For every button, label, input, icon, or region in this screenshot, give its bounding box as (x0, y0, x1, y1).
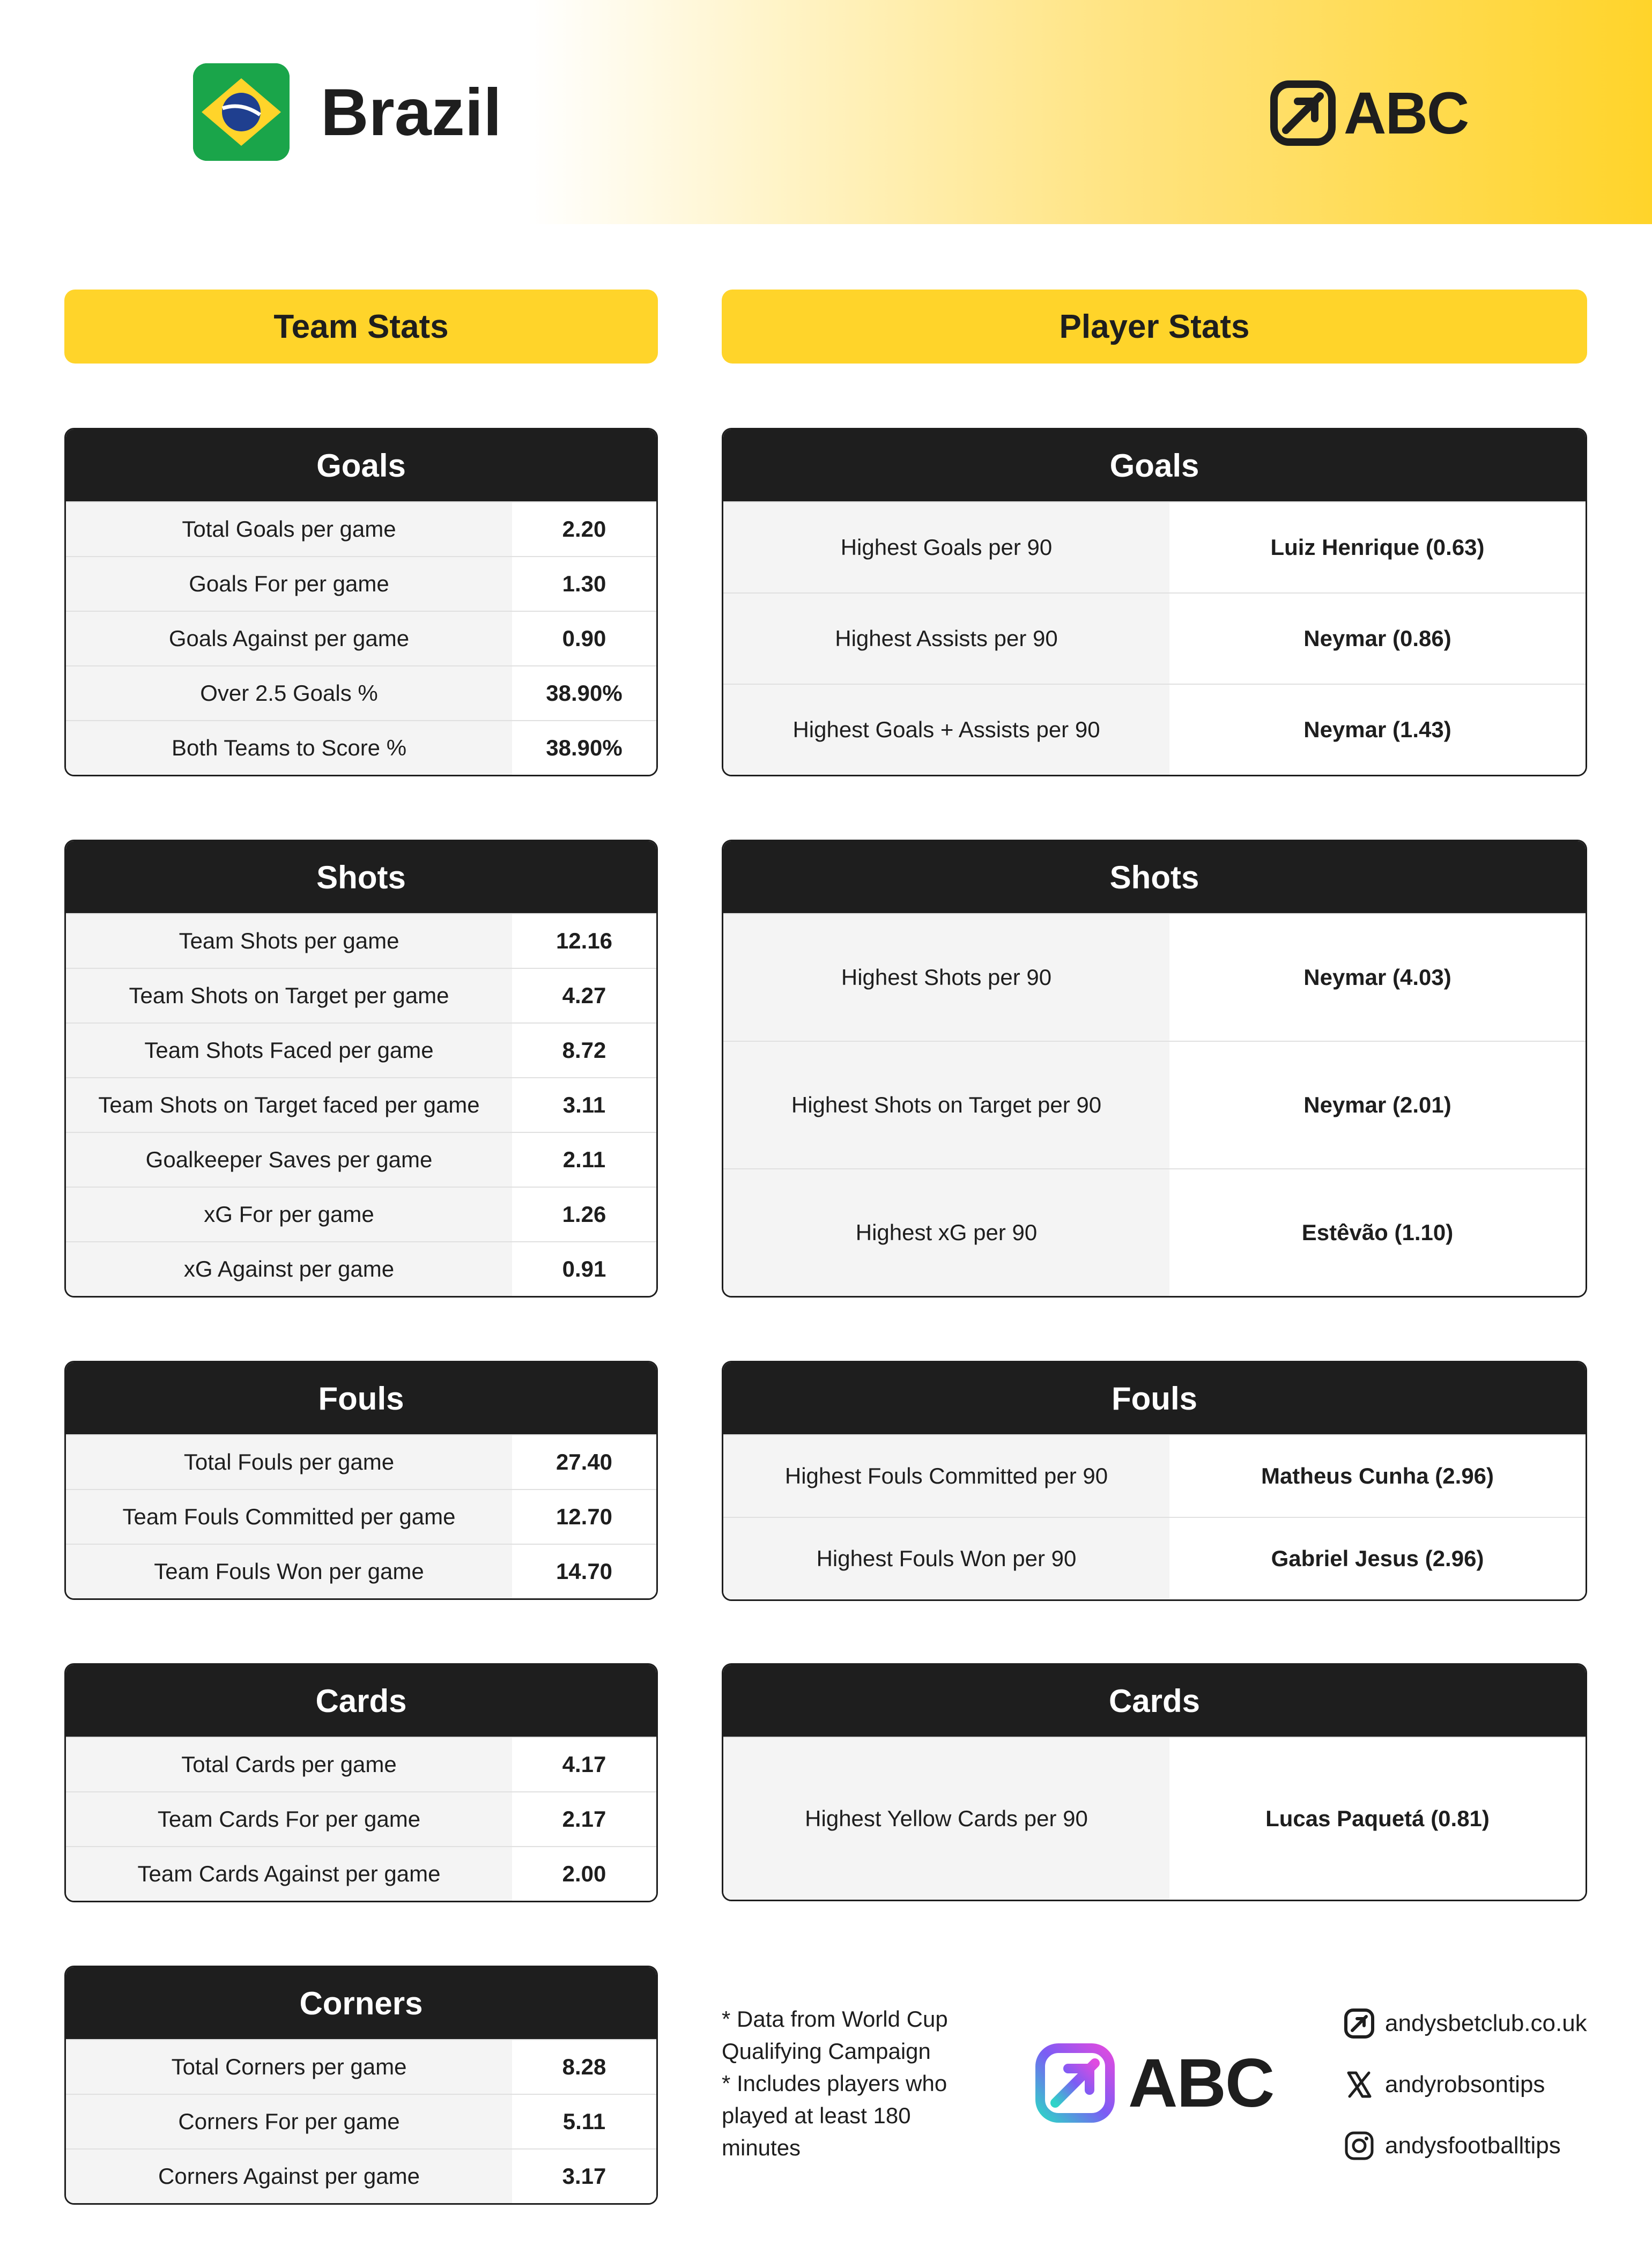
social-text: andyrobsontips (1385, 2071, 1545, 2097)
social-website[interactable] (1343, 2007, 1587, 2040)
team-cards-card (64, 1663, 658, 1902)
row-label: Highest Assists per 90 (723, 594, 1169, 684)
row-label: Team Shots on Target per game (66, 969, 512, 1022)
row-label: Highest xG per 90 (723, 1169, 1169, 1296)
table-row (66, 1241, 656, 1296)
table-row (66, 556, 656, 611)
row-value: 5.11 (512, 2095, 656, 2148)
table-row (723, 501, 1586, 592)
abc-logo-icon (1270, 80, 1336, 146)
row-value: 12.16 (512, 914, 656, 968)
row-value: 8.72 (512, 1024, 656, 1077)
table-row (66, 665, 656, 720)
social-text: andysfootballtips (1385, 2132, 1561, 2159)
row-value: 1.30 (512, 557, 656, 611)
row-value: Gabriel Jesus (2.96) (1169, 1518, 1586, 1599)
card-title: Fouls (66, 1362, 656, 1434)
card-title: Goals (723, 429, 1586, 501)
row-label: Team Shots per game (66, 914, 512, 968)
brazil-flag-icon (193, 63, 290, 161)
abc-gradient-logo-icon (1035, 2043, 1115, 2123)
row-value: 27.40 (512, 1435, 656, 1489)
social-instagram[interactable] (1343, 2130, 1561, 2162)
instagram-icon (1343, 2130, 1375, 2162)
row-value: Neymar (1.43) (1169, 685, 1586, 775)
row-label: Total Corners per game (66, 2040, 512, 2094)
table-row (66, 1846, 656, 1901)
player-goals-card (722, 428, 1587, 776)
row-value: Luiz Henrique (0.63) (1169, 502, 1586, 592)
card-title: Fouls (723, 1362, 1586, 1434)
team-corners-card (64, 1966, 658, 2205)
row-label: xG For per game (66, 1188, 512, 1241)
row-label: Corners Against per game (66, 2150, 512, 2203)
row-label: xG Against per game (66, 1242, 512, 1296)
row-label: Over 2.5 Goals % (66, 666, 512, 720)
table-row (66, 1544, 656, 1598)
row-value: 0.91 (512, 1242, 656, 1296)
team-goals-card (64, 428, 658, 776)
x-icon (1343, 2069, 1375, 2101)
table-row (66, 2148, 656, 2203)
table-row (723, 1434, 1586, 1517)
footer-brand-logo (1035, 2043, 1273, 2123)
row-label: Team Shots on Target faced per game (66, 1078, 512, 1132)
row-label: Corners For per game (66, 2095, 512, 2148)
table-row (723, 592, 1586, 684)
note-line: played at least 180 (722, 2103, 911, 2128)
card-title: Shots (723, 841, 1586, 913)
player-cards-card (722, 1663, 1587, 1901)
brand-name: ABC (1344, 80, 1469, 146)
player-fouls-card (722, 1361, 1587, 1601)
row-label: Highest Goals + Assists per 90 (723, 685, 1169, 775)
row-label: Total Fouls per game (66, 1435, 512, 1489)
row-label: Total Cards per game (66, 1738, 512, 1791)
table-row (723, 1517, 1586, 1599)
table-row (723, 1168, 1586, 1296)
footnotes (722, 2003, 1001, 2164)
table-row (66, 1434, 656, 1489)
table-row (66, 1077, 656, 1132)
row-value: Matheus Cunha (2.96) (1169, 1435, 1586, 1517)
row-value: 14.70 (512, 1545, 656, 1598)
row-value: 38.90% (512, 721, 656, 775)
table-row (66, 2039, 656, 2094)
table-row (66, 720, 656, 775)
table-row (66, 1132, 656, 1187)
row-value: Lucas Paquetá (0.81) (1169, 1738, 1586, 1900)
social-text: andysbetclub.co.uk (1385, 2010, 1587, 2036)
table-row (66, 1022, 656, 1077)
card-title: Cards (723, 1665, 1586, 1737)
card-title: Goals (66, 429, 656, 501)
row-value: 4.27 (512, 969, 656, 1022)
row-value: Neymar (2.01) (1169, 1042, 1586, 1168)
table-row (66, 611, 656, 665)
player-shots-card (722, 840, 1587, 1298)
table-row (66, 501, 656, 556)
row-label: Highest Fouls Won per 90 (723, 1518, 1169, 1599)
row-value: 38.90% (512, 666, 656, 720)
brand-logo (1270, 78, 1468, 148)
table-row (66, 1187, 656, 1241)
player-stats-pill: Player Stats (722, 290, 1587, 364)
row-label: Team Fouls Won per game (66, 1545, 512, 1598)
social-x[interactable] (1343, 2069, 1545, 2101)
team-stats-pill: Team Stats (64, 290, 658, 364)
table-row (723, 1041, 1586, 1168)
row-label: Team Fouls Committed per game (66, 1490, 512, 1544)
row-label: Team Shots Faced per game (66, 1024, 512, 1077)
note-line: Qualifying Campaign (722, 2039, 931, 2064)
row-value: 8.28 (512, 2040, 656, 2094)
footer-brand-name: ABC (1128, 2044, 1274, 2122)
row-value: 3.17 (512, 2150, 656, 2203)
table-row (66, 913, 656, 968)
row-value: 1.26 (512, 1188, 656, 1241)
row-label: Highest Goals per 90 (723, 502, 1169, 592)
card-title: Cards (66, 1665, 656, 1737)
card-title: Shots (66, 841, 656, 913)
table-row (66, 968, 656, 1022)
row-value: 0.90 (512, 612, 656, 665)
card-title: Corners (66, 1967, 656, 2039)
row-label: Total Goals per game (66, 502, 512, 556)
row-value: Neymar (4.03) (1169, 914, 1586, 1041)
row-label: Goals For per game (66, 557, 512, 611)
table-row (66, 2094, 656, 2148)
row-label: Both Teams to Score % (66, 721, 512, 775)
row-value: 2.20 (512, 502, 656, 556)
table-row (66, 1737, 656, 1791)
note-line: minutes (722, 2135, 801, 2160)
row-label: Highest Yellow Cards per 90 (723, 1738, 1169, 1900)
table-row (723, 913, 1586, 1041)
row-label: Team Cards Against per game (66, 1847, 512, 1901)
row-label: Goals Against per game (66, 612, 512, 665)
row-label: Highest Fouls Committed per 90 (723, 1435, 1169, 1517)
table-row (723, 1737, 1586, 1900)
note-line: * Data from World Cup (722, 2006, 948, 2032)
table-row (66, 1791, 656, 1846)
abc-logo-icon (1343, 2007, 1375, 2040)
table-row (723, 684, 1586, 775)
table-row (66, 1489, 656, 1544)
country-title: Brazil (321, 76, 502, 150)
row-value: 12.70 (512, 1490, 656, 1544)
row-label: Highest Shots per 90 (723, 914, 1169, 1041)
row-value: 2.00 (512, 1847, 656, 1901)
row-value: 2.11 (512, 1133, 656, 1187)
team-fouls-card (64, 1361, 658, 1600)
row-value: 2.17 (512, 1792, 656, 1846)
row-value: 3.11 (512, 1078, 656, 1132)
row-value: Neymar (0.86) (1169, 594, 1586, 684)
row-label: Highest Shots on Target per 90 (723, 1042, 1169, 1168)
row-label: Goalkeeper Saves per game (66, 1133, 512, 1187)
team-shots-card (64, 840, 658, 1298)
row-value: Estêvão (1.10) (1169, 1169, 1586, 1296)
note-line: * Includes players who (722, 2071, 947, 2096)
row-label: Team Cards For per game (66, 1792, 512, 1846)
row-value: 4.17 (512, 1738, 656, 1791)
